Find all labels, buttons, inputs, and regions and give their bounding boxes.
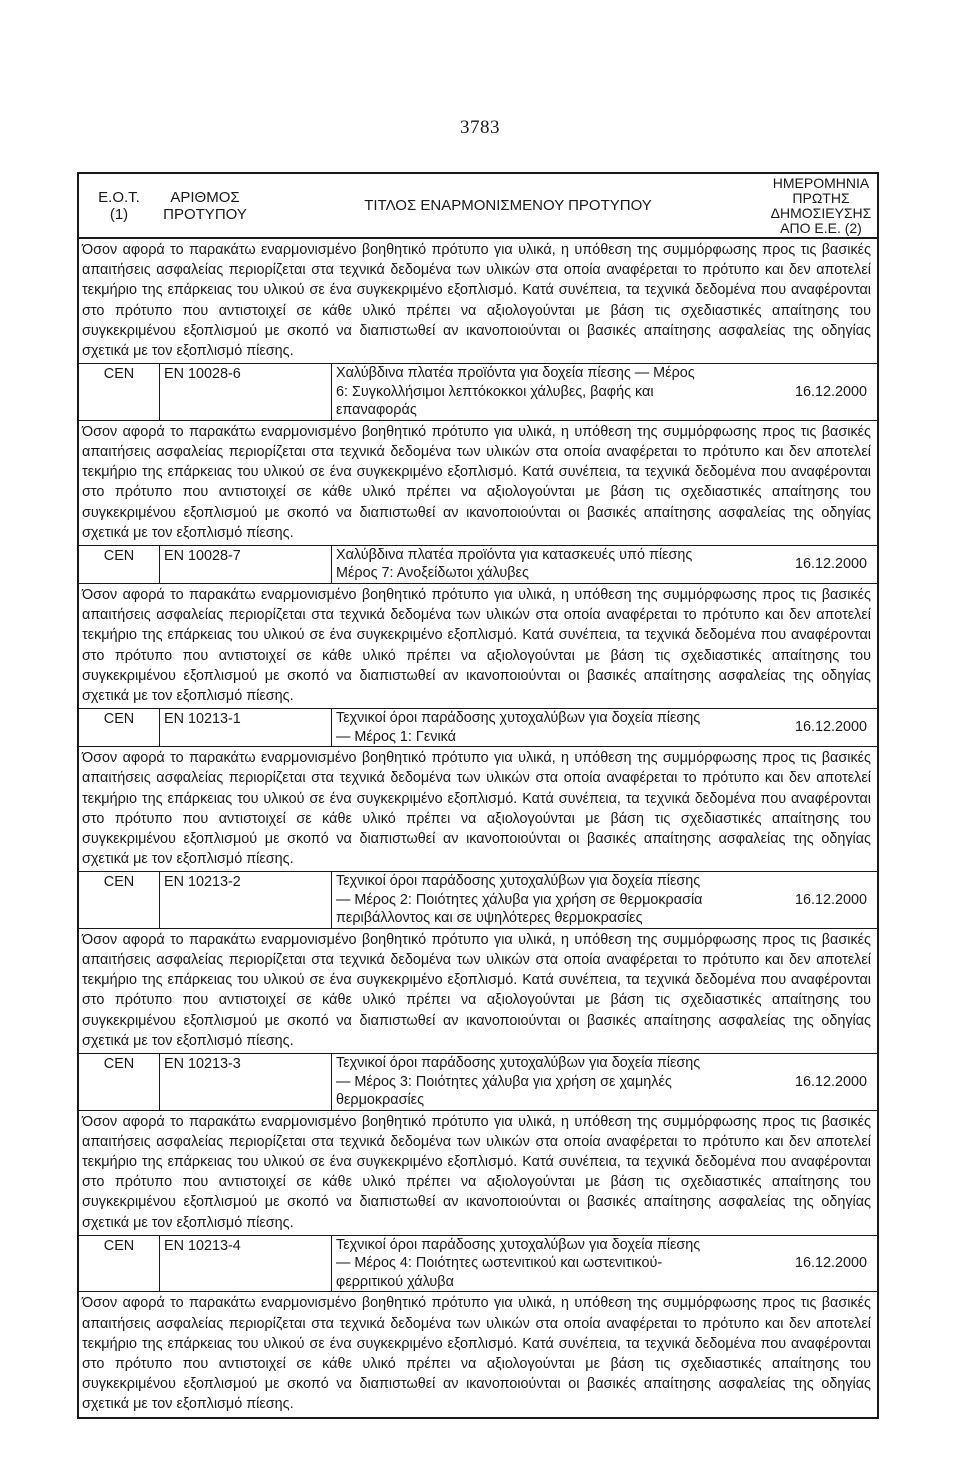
standards-table <box>77 172 879 1419</box>
standard-org: CEN <box>103 711 135 728</box>
clause-paragraph: Όσον αφορά το παρακάτω εναρμονισμένο βοηθητικό πρότυπο για υλικά, η υπόθεση της συμμόρφωσης προς τις βασικές απαιτήσεις ασφαλείας περιορίζεται στα τεχνικά δεδομένα των υλικών στα οποία αναφέρεται το πρότυπο και δεν αποτελεί τεκμήριο της επάρκειας του υλικού σε ένα συγκεκριμένο εξοπλισμό. Κατά συνέπεια, τα τεχνικά δεδομένα που αναφέρονται στο πρότυπο που αντιστοιχεί σε κάθε υλικό πρέπει να αξιολογούνται με βάση τις σχεδιαστικές απαίτησης του συγκεκριμένου εξοπλισμού με σκοπό να διαπιστωθεί αν ικανοποιούνται οι βασικές απαίτησης ασφαλείας της οδηγίας σχετικά με τον εξοπλισμό πίεσης. <box>79 584 877 709</box>
standard-date: 16.12.2000 <box>794 556 867 573</box>
standard-number: EN 10213-1 <box>159 709 331 746</box>
standard-row <box>79 709 877 747</box>
clause-paragraph: Όσον αφορά το παρακάτω εναρμονισμένο βοηθητικό πρότυπο για υλικά, η υπόθεση της συμμόρφωσης προς τις βασικές απαιτήσεις ασφαλείας περιορίζεται στα τεχνικά δεδομένα των υλικών στα οποία αναφέρεται το πρότυπο και δεν αποτελεί τεκμήριο της επάρκειας του υλικού σε ένα συγκεκριμένο εξοπλισμό. Κατά συνέπεια, τα τεχνικά δεδομένα που αναφέρονται στο πρότυπο που αντιστοιχεί σε κάθε υλικό πρέπει να αξιολογούνται με βάση τις σχεδιαστικές απαίτησης του συγκεκριμένου εξοπλισμού με σκοπό να διαπιστωθεί αν ικανοποιούνται οι βασικές απαίτησης ασφαλείας της οδηγίας σχετικά με τον εξοπλισμό πίεσης. <box>79 239 877 364</box>
clause-paragraph: Όσον αφορά το παρακάτω εναρμονισμένο βοηθητικό πρότυπο για υλικά, η υπόθεση της συμμόρφωσης προς τις βασικές απαιτήσεις ασφαλείας περιορίζεται στα τεχνικά δεδομένα των υλικών στα οποία αναφέρεται το πρότυπο και δεν αποτελεί τεκμήριο της επάρκειας του υλικού σε ένα συγκεκριμένο εξοπλισμό. Κατά συνέπεια, τα τεχνικά δεδομένα που αναφέρονται στο πρότυπο που αντιστοιχεί σε κάθε υλικό πρέπει να αξιολογούνται με βάση τις σχεδιαστικές απαίτησης του συγκεκριμένου εξοπλισμού με σκοπό να διαπιστωθεί αν ικανοποιούνται οι βασικές απαίτησης ασφαλείας της οδηγίας σχετικά με τον εξοπλισμό πίεσης. <box>79 929 877 1054</box>
standard-number: EN 10028-7 <box>159 546 331 583</box>
standard-title: Τεχνικοί όροι παράδοσης χυτοχαλύβων για δοχεία πίεσης — Μέρος 3: Ποιότητες χάλυβα για χρήση σε χαμηλές θερμοκρασίες <box>331 1054 753 1110</box>
standard-title: Τεχνικοί όροι παράδοσης χυτοχαλύβων για δοχεία πίεσης — Μέρος 2: Ποιότητες χάλυβα για χρήση σε θερμοκρασία περιβάλλοντος και σε υψηλότερες θερμοκρασίες <box>331 872 753 928</box>
standard-date: 16.12.2000 <box>794 1073 867 1090</box>
standard-title: Χαλύβδινα πλατέα προϊόντα για δοχεία πίεσης — Μέρος 6: Συγκολλήσιμοι λεπτόκοκκοι χάλυβες, βαφής και επαναφοράς <box>331 364 753 420</box>
standard-org: CEN <box>103 547 135 564</box>
standard-row <box>79 872 877 929</box>
standard-org: CEN <box>103 366 135 383</box>
standard-date: 16.12.2000 <box>794 383 867 400</box>
standard-date: 16.12.2000 <box>794 1255 867 1272</box>
clause-paragraph: Όσον αφορά το παρακάτω εναρμονισμένο βοηθητικό πρότυπο για υλικά, η υπόθεση της συμμόρφωσης προς τις βασικές απαιτήσεις ασφαλείας περιορίζεται στα τεχνικά δεδομένα των υλικών στα οποία αναφέρεται το πρότυπο και δεν αποτελεί τεκμήριο της επάρκειας του υλικού σε ένα συγκεκριμένο εξοπλισμό. Κατά συνέπεια, τα τεχνικά δεδομένα που αναφέρονται στο πρότυπο που αντιστοιχεί σε κάθε υλικό πρέπει να αξιολογούνται με βάση τις σχεδιαστικές απαίτησης του συγκεκριμένου εξοπλισμού με σκοπό να διαπιστωθεί αν ικανοποιούνται οι βασικές απαίτησης ασφαλείας της οδηγίας σχετικά με τον εξοπλισμό πίεσης. <box>82 1295 871 1413</box>
standard-title: Χαλύβδινα πλατέα προϊόντα για κατασκευές υπό πίεσης Μέρος 7: Ανοξείδωτοι χάλυβες <box>331 546 753 583</box>
standard-title: Τεχνικοί όροι παράδοσης χυτοχαλύβων για δοχεία πίεσης — Μέρος 4: Ποιότητες ωστενιτικού και ωστενιτικού- φερριτικού χάλυβα <box>331 1236 753 1292</box>
standard-row <box>79 364 877 421</box>
standard-number: EN 10213-4 <box>159 1236 331 1292</box>
clause-paragraph: Όσον αφορά το παρακάτω εναρμονισμένο βοηθητικό πρότυπο για υλικά, η υπόθεση της συμμόρφωσης προς τις βασικές απαιτήσεις ασφαλείας περιορίζεται στα τεχνικά δεδομένα των υλικών στα οποία αναφέρεται το πρότυπο και δεν αποτελεί τεκμήριο της επάρκειας του υλικού σε ένα συγκεκριμένο εξοπλισμό. Κατά συνέπεια, τα τεχνικά δεδομένα που αναφέρονται στο πρότυπο που αντιστοιχεί σε κάθε υλικό πρέπει να αξιολογούνται με βάση τις σχεδιαστικές απαίτησης του συγκεκριμένου εξοπλισμού με σκοπό να διαπιστωθεί αν ικανοποιούνται οι βασικές απαίτησης ασφαλείας της οδηγίας σχετικά με τον εξοπλισμό πίεσης. <box>79 747 877 872</box>
standard-org: CEN <box>103 1237 135 1254</box>
table-header <box>79 174 877 239</box>
standard-number: EN 10213-2 <box>159 872 331 928</box>
standard-row <box>79 1054 877 1111</box>
standard-row <box>79 1236 877 1293</box>
standard-title: Τεχνικοί όροι παράδοσης χυτοχαλύβων για δοχεία πίεσης — Μέρος 1: Γενικά <box>331 709 753 746</box>
header-date: ΗΜΕΡΟΜΗΝΙΑ ΠΡΩΤΗΣ ΔΗΜΟΣΙΕΥΣΗΣ ΑΠΟ Ε.Ε. (2) <box>770 174 872 236</box>
standard-date: 16.12.2000 <box>794 719 867 736</box>
header-standard-number: ΑΡΙΘΜΟΣ ΠΡΟΤΥΠΟΥ <box>163 188 247 223</box>
standard-org: CEN <box>103 1056 135 1073</box>
page-number: 3783 <box>460 117 500 138</box>
standard-number: EN 10028-6 <box>159 364 331 420</box>
clause-paragraph: Όσον αφορά το παρακάτω εναρμονισμένο βοηθητικό πρότυπο για υλικά, η υπόθεση της συμμόρφωσης προς τις βασικές απαιτήσεις ασφαλείας περιορίζεται στα τεχνικά δεδομένα των υλικών στα οποία αναφέρεται το πρότυπο και δεν αποτελεί τεκμήριο της επάρκειας του υλικού σε ένα συγκεκριμένο εξοπλισμό. Κατά συνέπεια, τα τεχνικά δεδομένα που αναφέρονται στο πρότυπο που αντιστοιχεί σε κάθε υλικό πρέπει να αξιολογούνται με βάση τις σχεδιαστικές απαίτησης του συγκεκριμένου εξοπλισμού με σκοπό να διαπιστωθεί αν ικανοποιούνται οι βασικές απαίτησης ασφαλείας της οδηγίας σχετικά με τον εξοπλισμό πίεσης. <box>79 1111 877 1236</box>
standard-number: EN 10213-3 <box>159 1054 331 1110</box>
clause-paragraph: Όσον αφορά το παρακάτω εναρμονισμένο βοηθητικό πρότυπο για υλικά, η υπόθεση της συμμόρφωσης προς τις βασικές απαιτήσεις ασφαλείας περιορίζεται στα τεχνικά δεδομένα των υλικών στα οποία αναφέρεται το πρότυπο και δεν αποτελεί τεκμήριο της επάρκειας του υλικού σε ένα συγκεκριμένο εξοπλισμό. Κατά συνέπεια, τα τεχνικά δεδομένα που αναφέρονται στο πρότυπο που αντιστοιχεί σε κάθε υλικό πρέπει να αξιολογούνται με βάση τις σχεδιαστικές απαίτησης του συγκεκριμένου εξοπλισμού με σκοπό να διαπιστωθεί αν ικανοποιούνται οι βασικές απαίτησης ασφαλείας της οδηγίας σχετικά με τον εξοπλισμό πίεσης. <box>79 421 877 546</box>
header-eot: Ε.Ο.Τ. (1) <box>98 188 140 223</box>
standard-org: CEN <box>103 874 135 891</box>
standard-date: 16.12.2000 <box>794 891 867 908</box>
header-title: ΤΙΤΛΟΣ ΕΝΑΡΜΟΝΙΣΜΕΝΟΥ ΠΡΟΤΥΠΟΥ <box>364 197 652 214</box>
standard-row <box>79 546 877 584</box>
